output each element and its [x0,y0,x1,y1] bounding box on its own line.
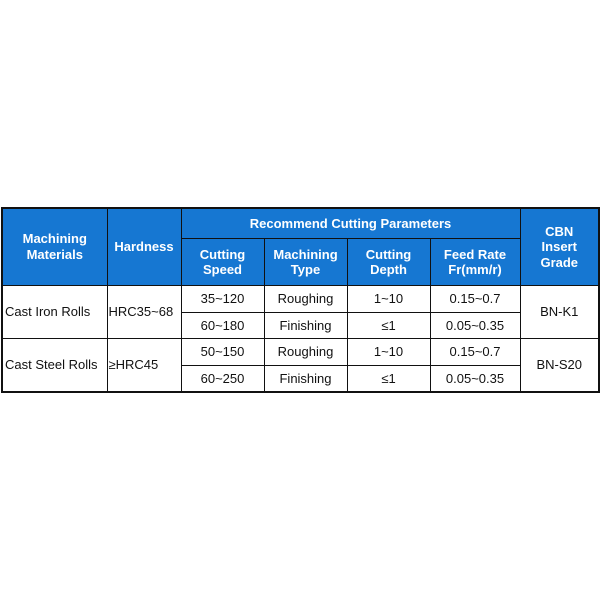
header-feed-rate-line-2: Fr(mm/r) [448,262,502,278]
header-cutting-speed [181,239,264,286]
header-cutting-speed-line-1: Cutting [199,246,246,262]
cutting-speed-cell: 50~150 [181,339,264,366]
feed-rate-cell: 0.15~0.7 [430,286,520,313]
feed-rate-cell: 0.05~0.35 [430,312,520,339]
machining-type-cell: Roughing [264,286,347,313]
header-cbn-insert-grade [520,208,599,286]
table-row [2,286,599,313]
header-cbn-line-2: Insert [541,239,577,255]
header-machining-materials [2,208,107,286]
header-machining-materials-line-2: Materials [26,247,83,263]
header-cutting-speed-line-2: Speed [202,262,242,278]
header-cutting-depth-line-2: Depth [370,262,407,278]
machining-type-cell: Finishing [264,312,347,339]
header-cutting-depth-line-1: Cutting [365,246,412,262]
cutting-depth-cell: ≤1 [347,365,430,392]
feed-rate-cell: 0.15~0.7 [430,339,520,366]
header-machining-materials-line-1: Machining [22,231,87,247]
material-cell: Cast Steel Rolls [2,339,107,392]
table-row [2,339,599,366]
cutting-speed-cell: 35~120 [181,286,264,313]
feed-rate-cell: 0.05~0.35 [430,365,520,392]
hardness-cell: HRC35~68 [107,286,181,339]
cutting-parameters-table [1,207,600,393]
header-machining-type [264,239,347,286]
header-cbn-line-1: CBN [545,223,574,239]
cutting-depth-cell: ≤1 [347,312,430,339]
header-feed-rate [430,239,520,286]
header-hardness [107,208,181,286]
header-cutting-depth [347,239,430,286]
cutting-speed-cell: 60~250 [181,365,264,392]
header-machining-type-line-1: Machining [273,246,338,262]
header-row-1 [2,208,599,239]
header-recommend-cutting-parameters [181,208,520,239]
cutting-depth-cell: 1~10 [347,339,430,366]
header-cbn-line-3: Grade [540,254,579,270]
header-hardness-label: Hardness [114,239,174,255]
grade-cell: BN-K1 [520,286,599,339]
cutting-parameters-table-wrap [1,207,598,393]
header-feed-rate-line-1: Feed Rate [443,246,507,262]
header-machining-type-line-2: Type [290,262,321,278]
header-recommend-label: Recommend Cutting Parameters [249,215,452,231]
material-cell: Cast Iron Rolls [2,286,107,339]
cutting-depth-cell: 1~10 [347,286,430,313]
grade-cell: BN-S20 [520,339,599,392]
hardness-cell: ≥HRC45 [107,339,181,392]
cutting-speed-cell: 60~180 [181,312,264,339]
machining-type-cell: Finishing [264,365,347,392]
machining-type-cell: Roughing [264,339,347,366]
